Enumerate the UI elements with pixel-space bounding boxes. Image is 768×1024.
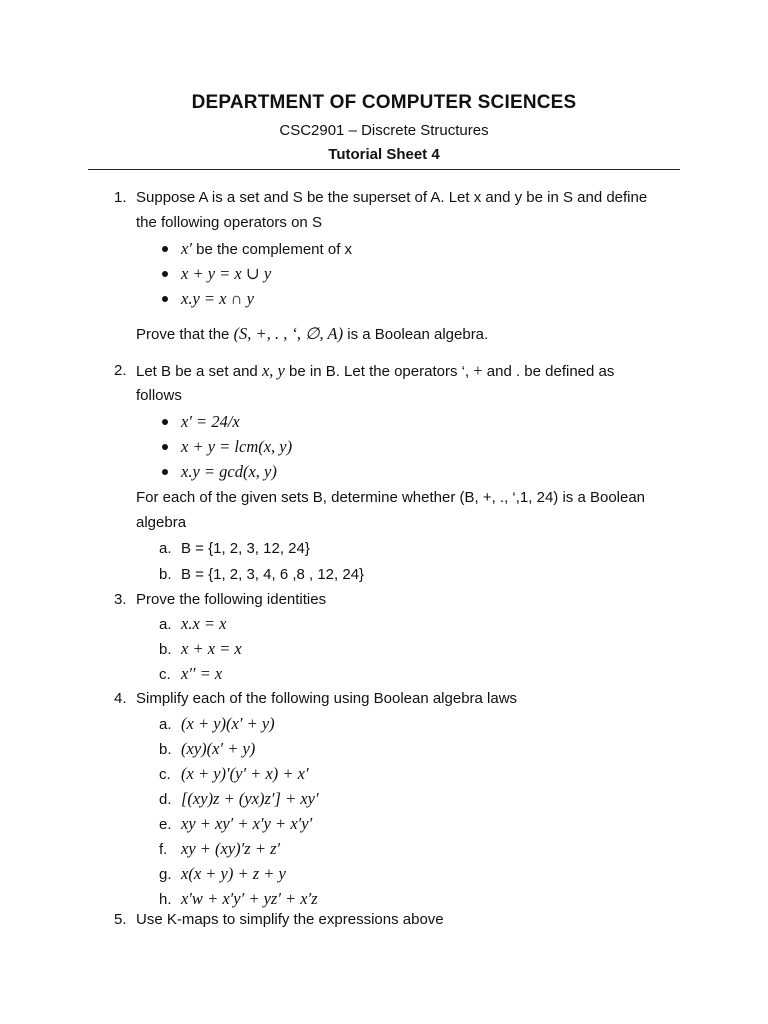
expression-item: (xy)(x′ + y) bbox=[181, 739, 256, 758]
bullet-icon bbox=[162, 271, 168, 277]
bullet-item: x + y = x ∪ y bbox=[181, 264, 272, 283]
expression-item: xy + xy′ + x′y + x′y′ bbox=[181, 814, 313, 833]
question-text: follows bbox=[136, 387, 182, 404]
item-label: g. bbox=[159, 866, 172, 883]
question-text: Simplify each of the following using Boolean algebra laws bbox=[136, 690, 518, 707]
bullet-item: x + y = lcm(x, y) bbox=[181, 437, 293, 456]
question-text: algebra bbox=[136, 514, 187, 531]
item-label: b. bbox=[159, 741, 172, 758]
bullet-item: x′ be the complement of x bbox=[181, 239, 353, 258]
bullet-icon bbox=[162, 444, 168, 450]
item-label: e. bbox=[159, 816, 172, 833]
bullet-item: x′ = 24/x bbox=[181, 412, 240, 431]
bullet-icon bbox=[162, 246, 168, 252]
bullet-icon bbox=[162, 469, 168, 475]
item-label: a. bbox=[159, 716, 172, 733]
question-text: the following operators on S bbox=[136, 214, 322, 231]
bullet-item: x.y = x ∩ y bbox=[181, 289, 254, 308]
bullet-icon bbox=[162, 419, 168, 425]
expression-item: (x + y)′(y′ + x) + x′ bbox=[181, 764, 309, 783]
expression-item: x(x + y) + z + y bbox=[181, 864, 286, 883]
expression-item: (x + y)(x′ + y) bbox=[181, 714, 275, 733]
question-number: 5. bbox=[114, 911, 127, 928]
identity-item: x + x = x bbox=[181, 639, 242, 658]
question-text: Suppose A is a set and S be the superset of A. Let x and y be in S and define bbox=[136, 189, 648, 206]
question-text: Prove that the (S, +, . , ‘, ∅, A) is a Boolean algebra. bbox=[136, 324, 489, 343]
question-text: Prove the following identities bbox=[136, 591, 327, 608]
set-item: B = {1, 2, 3, 4, 6 ,8 , 12, 24} bbox=[181, 566, 365, 583]
item-label: a. bbox=[159, 616, 172, 633]
expression-item: [(xy)z + (yx)z′] + xy′ bbox=[181, 789, 319, 808]
expression-item: xy + (xy)′z + z′ bbox=[181, 839, 281, 858]
item-label: a. bbox=[159, 540, 172, 557]
question-number: 4. bbox=[114, 690, 127, 707]
bullet-item: x.y = gcd(x, y) bbox=[181, 462, 277, 481]
course-title: CSC2901 – Discrete Structures bbox=[279, 122, 489, 139]
identity-item: x.x = x bbox=[181, 614, 227, 633]
department-title: DEPARTMENT OF COMPUTER SCIENCES bbox=[191, 92, 577, 113]
item-label: h. bbox=[159, 891, 172, 908]
item-label: b. bbox=[159, 566, 172, 583]
question-text: Use K-maps to simplify the expressions above bbox=[136, 911, 444, 928]
question-text: Let B be a set and x, y be in B. Let the operators ‘, + and . be defined as bbox=[136, 361, 615, 380]
item-label: c. bbox=[159, 766, 171, 783]
set-item: B = {1, 2, 3, 12, 24} bbox=[181, 540, 310, 557]
item-label: d. bbox=[159, 791, 172, 808]
item-label: c. bbox=[159, 666, 171, 683]
item-label: f. bbox=[159, 841, 168, 858]
question-number: 1. bbox=[114, 189, 127, 206]
item-label: b. bbox=[159, 641, 172, 658]
expression-item: x′w + x′y′ + yz′ + x′z bbox=[181, 889, 318, 908]
bullet-icon bbox=[162, 296, 168, 302]
header-divider bbox=[88, 169, 680, 170]
identity-item: x′′ = x bbox=[181, 664, 223, 683]
question-number: 3. bbox=[114, 591, 127, 608]
question-text: For each of the given sets B, determine whether (B, +, ., ‘,1, 24) is a Boolean bbox=[136, 489, 646, 506]
sheet-title: Tutorial Sheet 4 bbox=[328, 146, 440, 163]
question-number: 2. bbox=[114, 362, 127, 379]
